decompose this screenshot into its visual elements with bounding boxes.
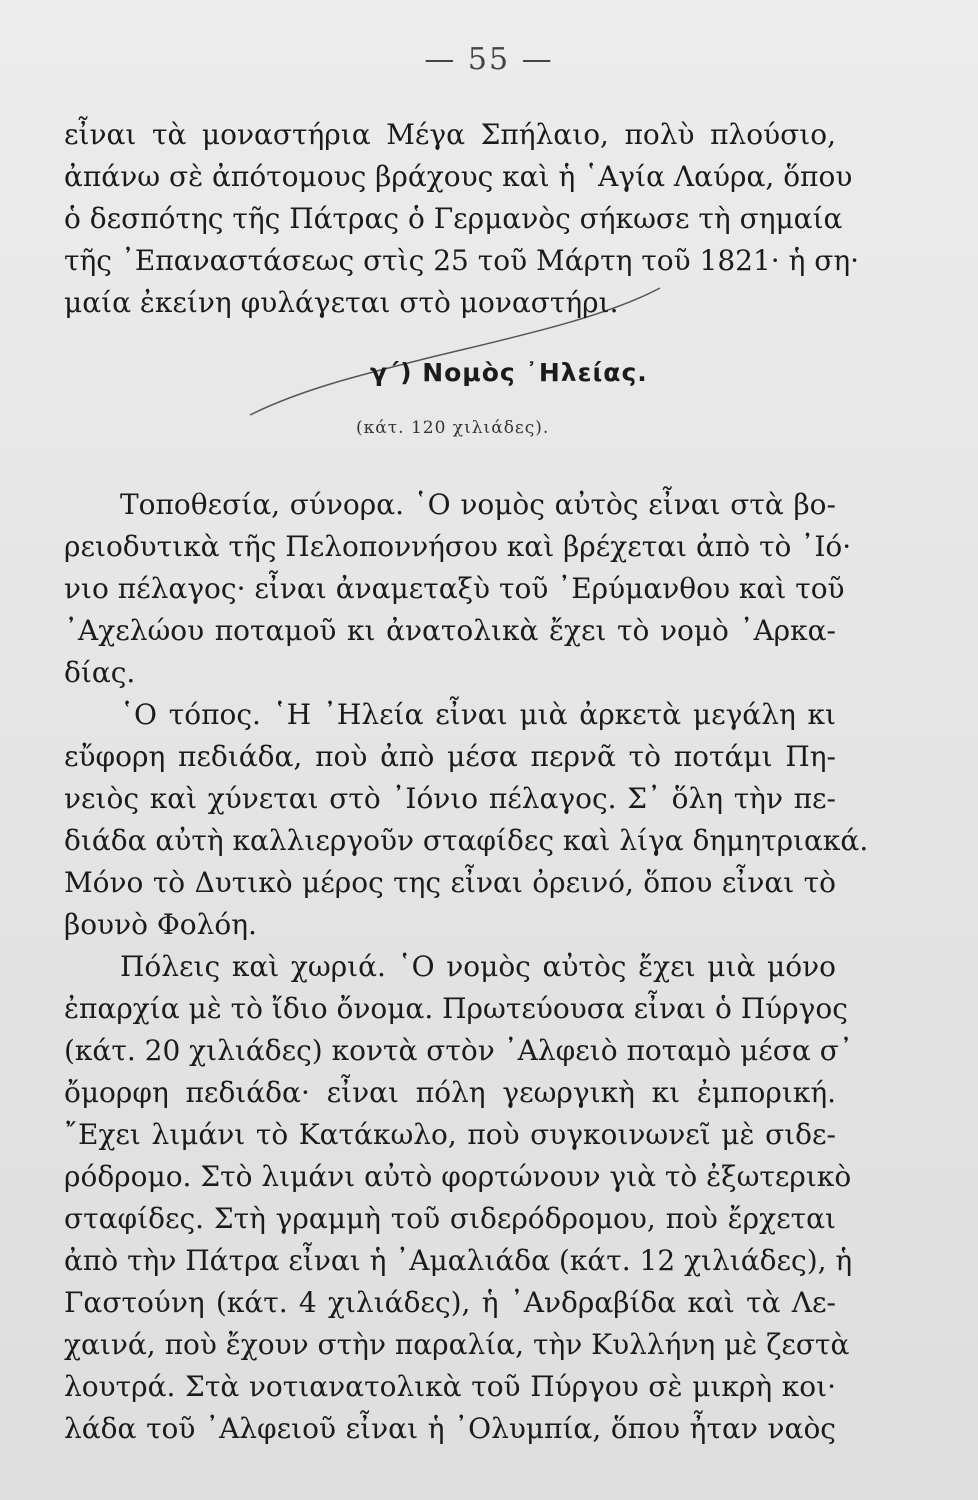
text-line: μαία ἐκείνη φυλάγεται στὸ μοναστήρι. (64, 286, 619, 319)
text-line: (κάτ. 20 χιλιάδες) κοντὰ στὸν ᾿Αλφειὸ ποταμὸ μέσα σ᾿ (64, 1034, 853, 1067)
text-line: ρειοδυτικὰ τῆς Πελοποννήσου καὶ βρέχεται ἀπὸ τὸ ᾿Ιό· (64, 530, 852, 563)
text-line: βουνὸ Φολόη. (64, 908, 257, 941)
text-line: ἀπὸ τὴν Πάτρα εἶναι ἡ ᾿Αμαλιάδα (κάτ. 12 χιλιάδες), ἡ (64, 1244, 853, 1277)
text-line: ρόδρομο. Στὸ λιμάνι αὐτὸ φορτώνουν γιὰ τὸ ἐξωτερικὸ (64, 1160, 852, 1193)
page-number: — 55 — (424, 42, 554, 77)
text-line: Πόλεις καὶ χωριά. ῾Ο νομὸς αὐτὸς ἔχει μιὰ μόνο (120, 950, 836, 983)
text-line: χαινά, ποὺ ἔχουν στὴν παραλία, τὴν Κυλλήνη μὲ ζεστὰ (64, 1328, 850, 1361)
section-subtitle: (κάτ. 120 χιλιάδες). (356, 418, 550, 438)
text-line: σταφίδες. Στὴ γραμμὴ τοῦ σιδερόδρομου, ποὺ ἔρχεται (64, 1202, 836, 1235)
text-line: εἶναι τὰ μοναστήρια Μέγα Σπήλαιο, πολὺ πλούσιο, (64, 118, 836, 151)
text-line: ὄμορφη πεδιάδα· εἶναι πόλη γεωργικὴ κι ἐμπορική. (64, 1076, 836, 1109)
text-line: τῆς ᾿Επαναστάσεως στὶς 25 τοῦ Μάρτη τοῦ 1821· ἡ ση· (64, 244, 860, 277)
text-line: ἐπαρχία μὲ τὸ ἴδιο ὄνομα. Πρωτεύουσα εἶναι ὁ Πύργος (64, 992, 848, 1025)
text-line: ἀπάνω σὲ ἀπότομους βράχους καὶ ἡ ῾Αγία Λαύρα, ὅπου (64, 160, 853, 193)
text-line: Τοποθεσία, σύνορα. ῾Ο νομὸς αὐτὸς εἶναι στὰ βο- (120, 488, 836, 521)
text-line: Μόνο τὸ Δυτικὸ μέρος της εἶναι ὀρεινό, ὅπου εἶναι τὸ (64, 866, 836, 899)
text-line: ᾿Αχελώου ποταμοῦ κι ἀνατολικὰ ἔχει τὸ νομὸ ᾿Αρκα- (64, 614, 836, 647)
text-line: εὔφορη πεδιάδα, ποὺ ἀπὸ μέσα περνᾶ τὸ ποτάμι Πη- (64, 740, 836, 773)
text-line: διάδα αὐτὴ καλλιεργοῦν σταφίδες καὶ λίγα δημητριακά. (64, 824, 869, 857)
text-line: λουτρά. Στὰ νοτιανατολικὰ τοῦ Πύργου σὲ μικρὴ κοι· (64, 1370, 836, 1403)
text-line: δίας. (64, 656, 136, 689)
intro-paragraph (64, 114, 860, 324)
text-line: ὁ δεσπότης τῆς Πάτρας ὁ Γερμανὸς σήκωσε τὴ σημαία (64, 202, 843, 235)
text-line: ῎Εχει λιμάνι τὸ Κατάκωλο, ποὺ συγκοινωνεῖ μὲ σιδε- (64, 1118, 836, 1151)
body-text (64, 484, 869, 1450)
text-line: νειὸς καὶ χύνεται στὸ ᾿Ιόνιο πέλαγος. Σ᾿ ὅλη τὴν πε- (64, 782, 836, 815)
text-line: ῾Ο τόπος. ῾Η ᾿Ηλεία εἶναι μιὰ ἀρκετὰ μεγάλη κι (120, 698, 836, 731)
text-line: νιο πέλαγος· εἶναι ἀναμεταξὺ τοῦ ᾿Ερύμανθου καὶ τοῦ (64, 572, 845, 605)
text-line: λάδα τοῦ ᾿Αλφειοῦ εἶναι ἡ ᾿Ολυμπία, ὅπου ἦταν ναὸς (64, 1412, 836, 1445)
text-line: Γαστούνη (κάτ. 4 χιλιάδες), ἡ ᾿Ανδραβίδα καὶ τὰ Λε- (64, 1286, 836, 1319)
section-heading: γ΄) Νομὸς ᾿Ηλείας. (370, 358, 648, 387)
